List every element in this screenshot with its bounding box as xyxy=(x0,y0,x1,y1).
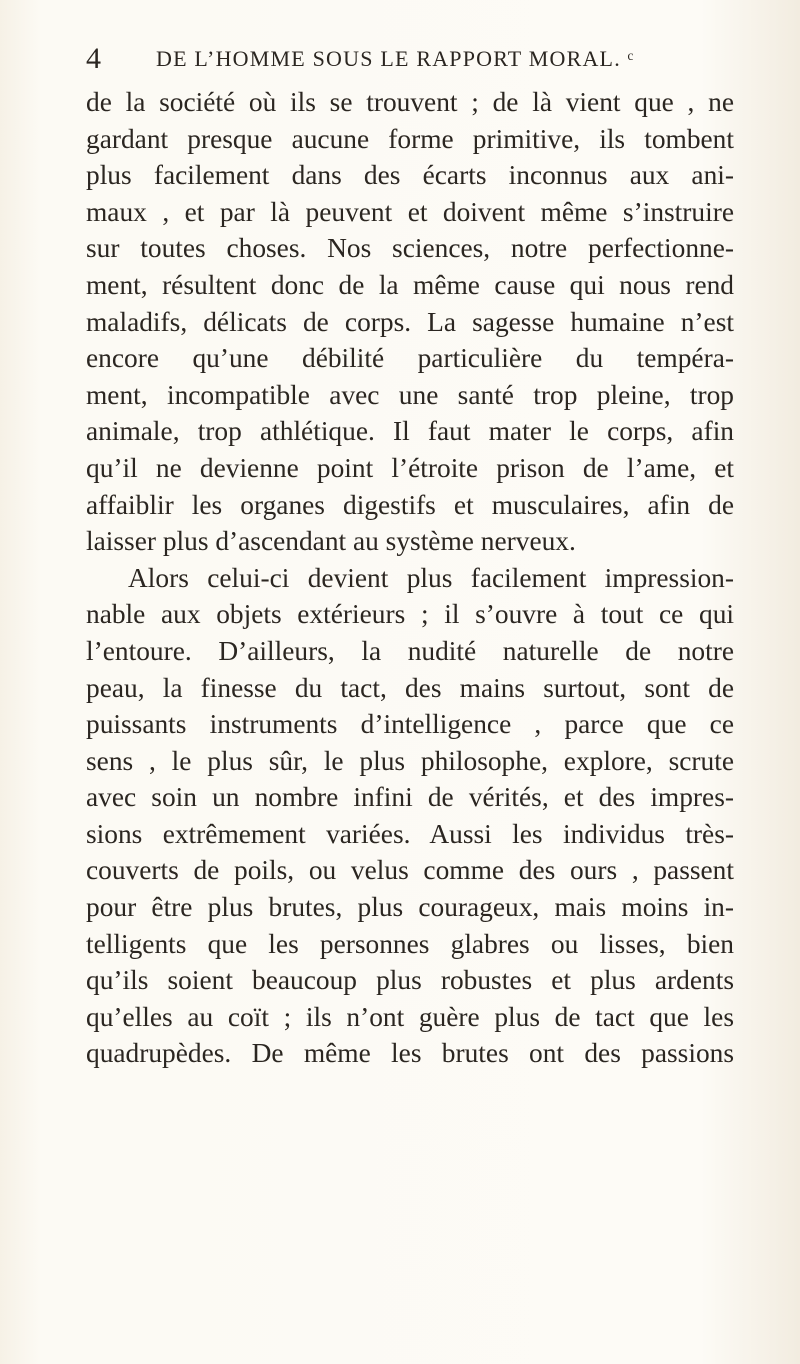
text-line: maladifs, délicats de corps. La sagesse humaine n’est xyxy=(86,306,734,337)
text-line: Alors celui-ci devient plus facilement impression- xyxy=(128,562,734,593)
text-line: qu’il ne devienne point l’étroite prison de l’ame, et xyxy=(86,452,734,483)
text-line: pour être plus brutes, plus courageux, mais moins in- xyxy=(86,892,734,923)
text-line: affaiblir les organes digestifs et musculaires, afin de xyxy=(86,489,734,520)
text-line: sions extrêmement variées. Aussi les individus très- xyxy=(86,818,734,849)
text-line: qu’ils soient beaucoup plus robustes et plus ardents xyxy=(86,965,734,996)
text-line: animale, trop athlétique. Il faut mater le corps, afin xyxy=(86,416,734,447)
text-line: maux , et par là peuvent et doivent même s’instruire xyxy=(86,196,734,227)
page-header xyxy=(86,42,736,82)
running-head-title: DE L’HOMME SOUS LE RAPPORT MORAL. xyxy=(156,46,621,71)
text-line: peau, la finesse du tact, des mains surtout, sont de xyxy=(86,672,734,703)
text-line: encore qu’une débilité particulière du tempéra- xyxy=(86,343,734,374)
text-line: quadrupèdes. De même les brutes ont des passions xyxy=(86,1038,734,1069)
text-line: ment, résultent donc de la même cause qui nous rend xyxy=(86,269,734,300)
text-line: qu’elles au coït ; ils n’ont guère plus de tact que les xyxy=(86,1001,734,1032)
text-line: de la société où ils se trouvent ; de là vient que , ne xyxy=(86,87,734,117)
body-text xyxy=(86,84,734,1072)
text-line: ment, incompatible avec une santé trop pleine, trop xyxy=(86,379,734,410)
text-line: puissants instruments d’intelligence , parce que ce xyxy=(86,709,734,740)
text-line: l’entoure. D’ailleurs, la nudité naturelle de notre xyxy=(86,635,734,666)
page-number: 4 xyxy=(86,42,102,75)
text-line: telligents que les personnes glabres ou lisses, bien xyxy=(86,928,734,959)
running-head xyxy=(156,46,634,72)
text-line: sur toutes choses. Nos sciences, notre perfectionne- xyxy=(86,233,734,264)
text-line: sens , le plus sûr, le plus philosophe, explore, scrute xyxy=(86,745,734,776)
text-line: gardant presque aucune forme primitive, ils tombent xyxy=(86,123,734,154)
text-line: plus facilement dans des écarts inconnus aux ani- xyxy=(86,160,734,191)
text-line: nable aux objets extérieurs ; il s’ouvre à tout ce qui xyxy=(86,599,734,630)
text-line: couverts de poils, ou velus comme des ours , passent xyxy=(86,855,734,886)
text-line: laisser plus d’ascendant au système nerveux. xyxy=(86,526,576,557)
text-line: avec soin un nombre infini de vérités, et des impres- xyxy=(86,782,734,813)
running-head-mark: ᶜ xyxy=(627,46,635,71)
